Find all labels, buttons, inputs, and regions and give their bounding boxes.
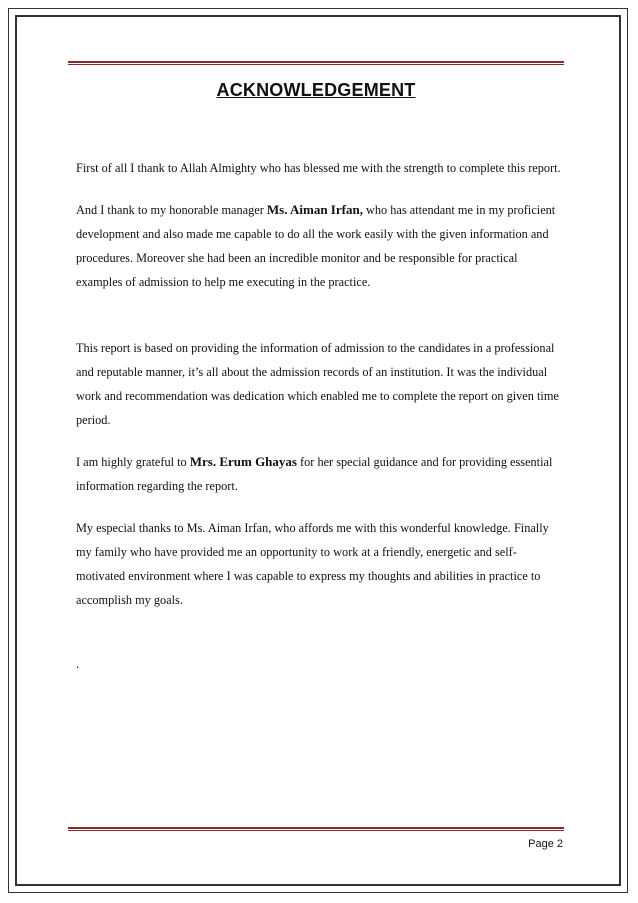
footer-rule: [68, 827, 564, 829]
header-rule: [68, 61, 564, 63]
paragraph-text: I am highly grateful to: [76, 455, 190, 469]
trailing-dot: .: [76, 656, 80, 671]
paragraph-especial-thanks: My especial thanks to Ms. Aiman Irfan, who affords me with this wonderful knowledge. Finally my family who have provided me an opportunity to work at a friendly, energetic and self-motivated environment where I was capable to express my thoughts and abilities in practice to accomplish my goals.: [76, 521, 549, 607]
acknowledgement-body: [76, 156, 566, 612]
paragraph-report-basis: This report is based on providing the information of admission to the candidates in a professional and reputable manner, it’s all about the admission records of an institution. It was the individual work and recommendation was dedication which enabled me to complete the report on given time period.: [76, 341, 559, 427]
paragraph-thanks-allah: First of all I thank to Allah Almighty who has blessed me with the strength to complete this report.: [76, 161, 561, 175]
paragraph-text: for her special guidance and for providing essential information regarding the report.: [76, 455, 553, 493]
paragraph-text: who has attendant me in my proficient development and also made me capable to do all the work easily with the given information and procedures. Moreover she had been an incredible monitor and be responsible for practical examples of admission to help me executing in the practice.: [76, 203, 556, 289]
guide-name: Mrs. Erum Ghayas: [189, 454, 297, 469]
paragraph-thanks-manager: [76, 198, 566, 294]
manager-name: Ms. Aiman Irfan,: [266, 202, 363, 217]
page-title: ACKNOWLEDGEMENT: [216, 80, 416, 100]
page-number: Page 2: [528, 838, 563, 850]
paragraph-grateful: [76, 450, 566, 498]
paragraph-text: And I thank to my honorable manager: [76, 203, 267, 217]
